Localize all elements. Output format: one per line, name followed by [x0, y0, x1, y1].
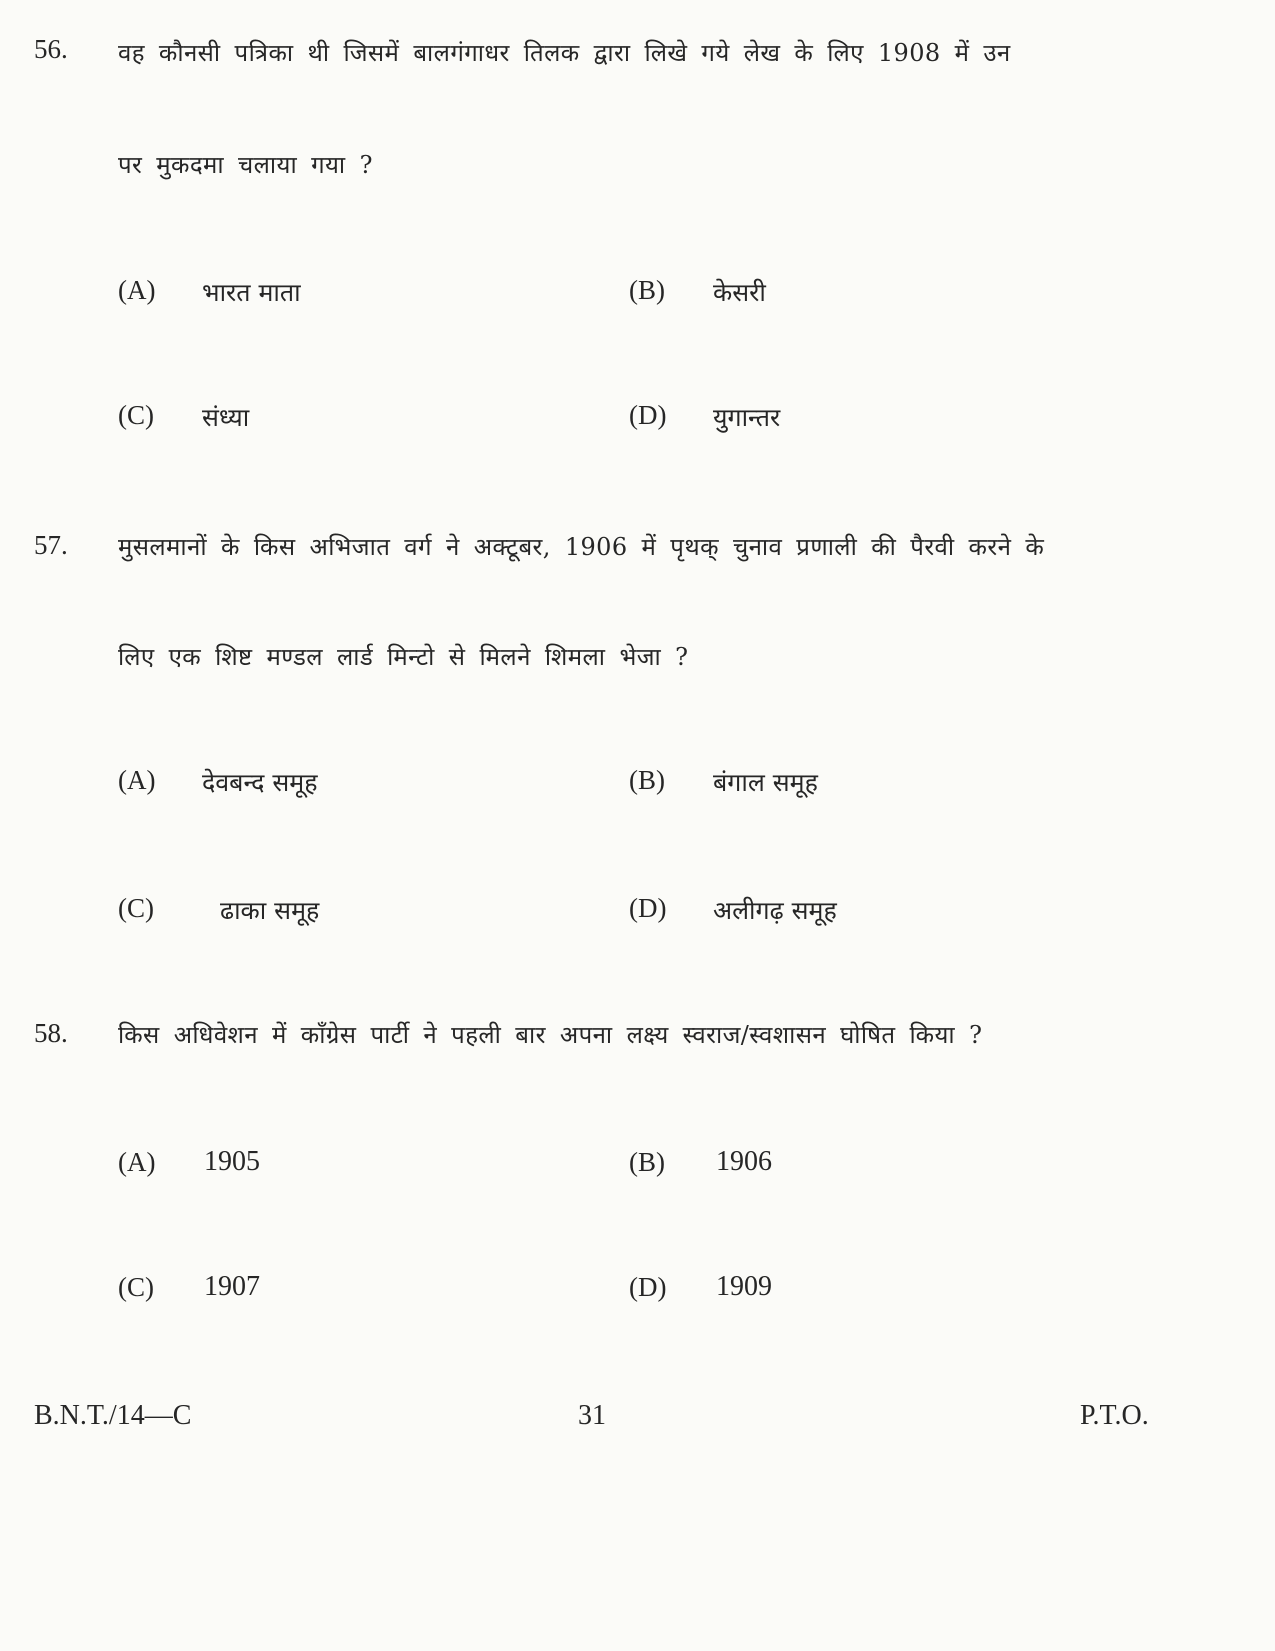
option-b-label: (B): [629, 1147, 665, 1177]
question-text-line-1: किस अधिवेशन में काँग्रेस पार्टी ने पहली बार अपना लक्ष्य स्वराज/स्वशासन घोषित किया ?: [118, 1021, 983, 1049]
option-a-text: भारत माता: [202, 278, 301, 307]
question-text-line-1: मुसलमानों के किस अभिजात वर्ग ने अक्टूबर, 1906 में पृथक् चुनाव प्रणाली की पैरवी करने के: [118, 533, 1045, 561]
option-a-text: देवबन्द समूह: [202, 768, 318, 797]
question-text-line-1: वह कौनसी पत्रिका थी जिसमें बालगंगाधर तिलक द्वारा लिखे गये लेख के लिए 1908 में उन: [118, 39, 1011, 67]
option-d-text: युगान्तर: [713, 403, 781, 432]
question-text-line-2: लिए एक शिष्ट मण्डल लार्ड मिन्टो से मिलने शिमला भेजा ?: [118, 643, 689, 671]
paper-code: B.N.T./14—C: [34, 1400, 192, 1431]
question-number: 57.: [34, 530, 68, 560]
please-turn-over: P.T.O.: [1080, 1400, 1149, 1431]
option-b-text: 1906: [716, 1146, 772, 1177]
option-b-label: (B): [629, 275, 665, 305]
option-a-label: (A): [118, 275, 156, 305]
option-b-text: बंगाल समूह: [713, 768, 818, 797]
option-a-label: (A): [118, 1147, 156, 1177]
option-d-label: (D): [629, 1272, 667, 1302]
option-a-text: 1905: [204, 1146, 260, 1177]
option-c-label: (C): [118, 893, 154, 923]
question-text-line-2: पर मुकदमा चलाया गया ?: [118, 151, 373, 179]
option-b-label: (B): [629, 765, 665, 795]
option-c-text: ढाका समूह: [220, 896, 320, 925]
option-b-text: केसरी: [713, 278, 766, 307]
option-d-label: (D): [629, 400, 667, 430]
option-c-label: (C): [118, 400, 154, 430]
option-c-text: संध्या: [202, 403, 250, 432]
option-c-label: (C): [118, 1272, 154, 1302]
option-a-label: (A): [118, 765, 156, 795]
option-d-text: 1909: [716, 1271, 772, 1302]
option-c-text: 1907: [204, 1271, 260, 1302]
question-number: 56.: [34, 34, 68, 64]
question-number: 58.: [34, 1018, 68, 1048]
option-d-text: अलीगढ़ समूह: [713, 896, 837, 925]
page-number: 31: [578, 1400, 606, 1431]
option-d-label: (D): [629, 893, 667, 923]
